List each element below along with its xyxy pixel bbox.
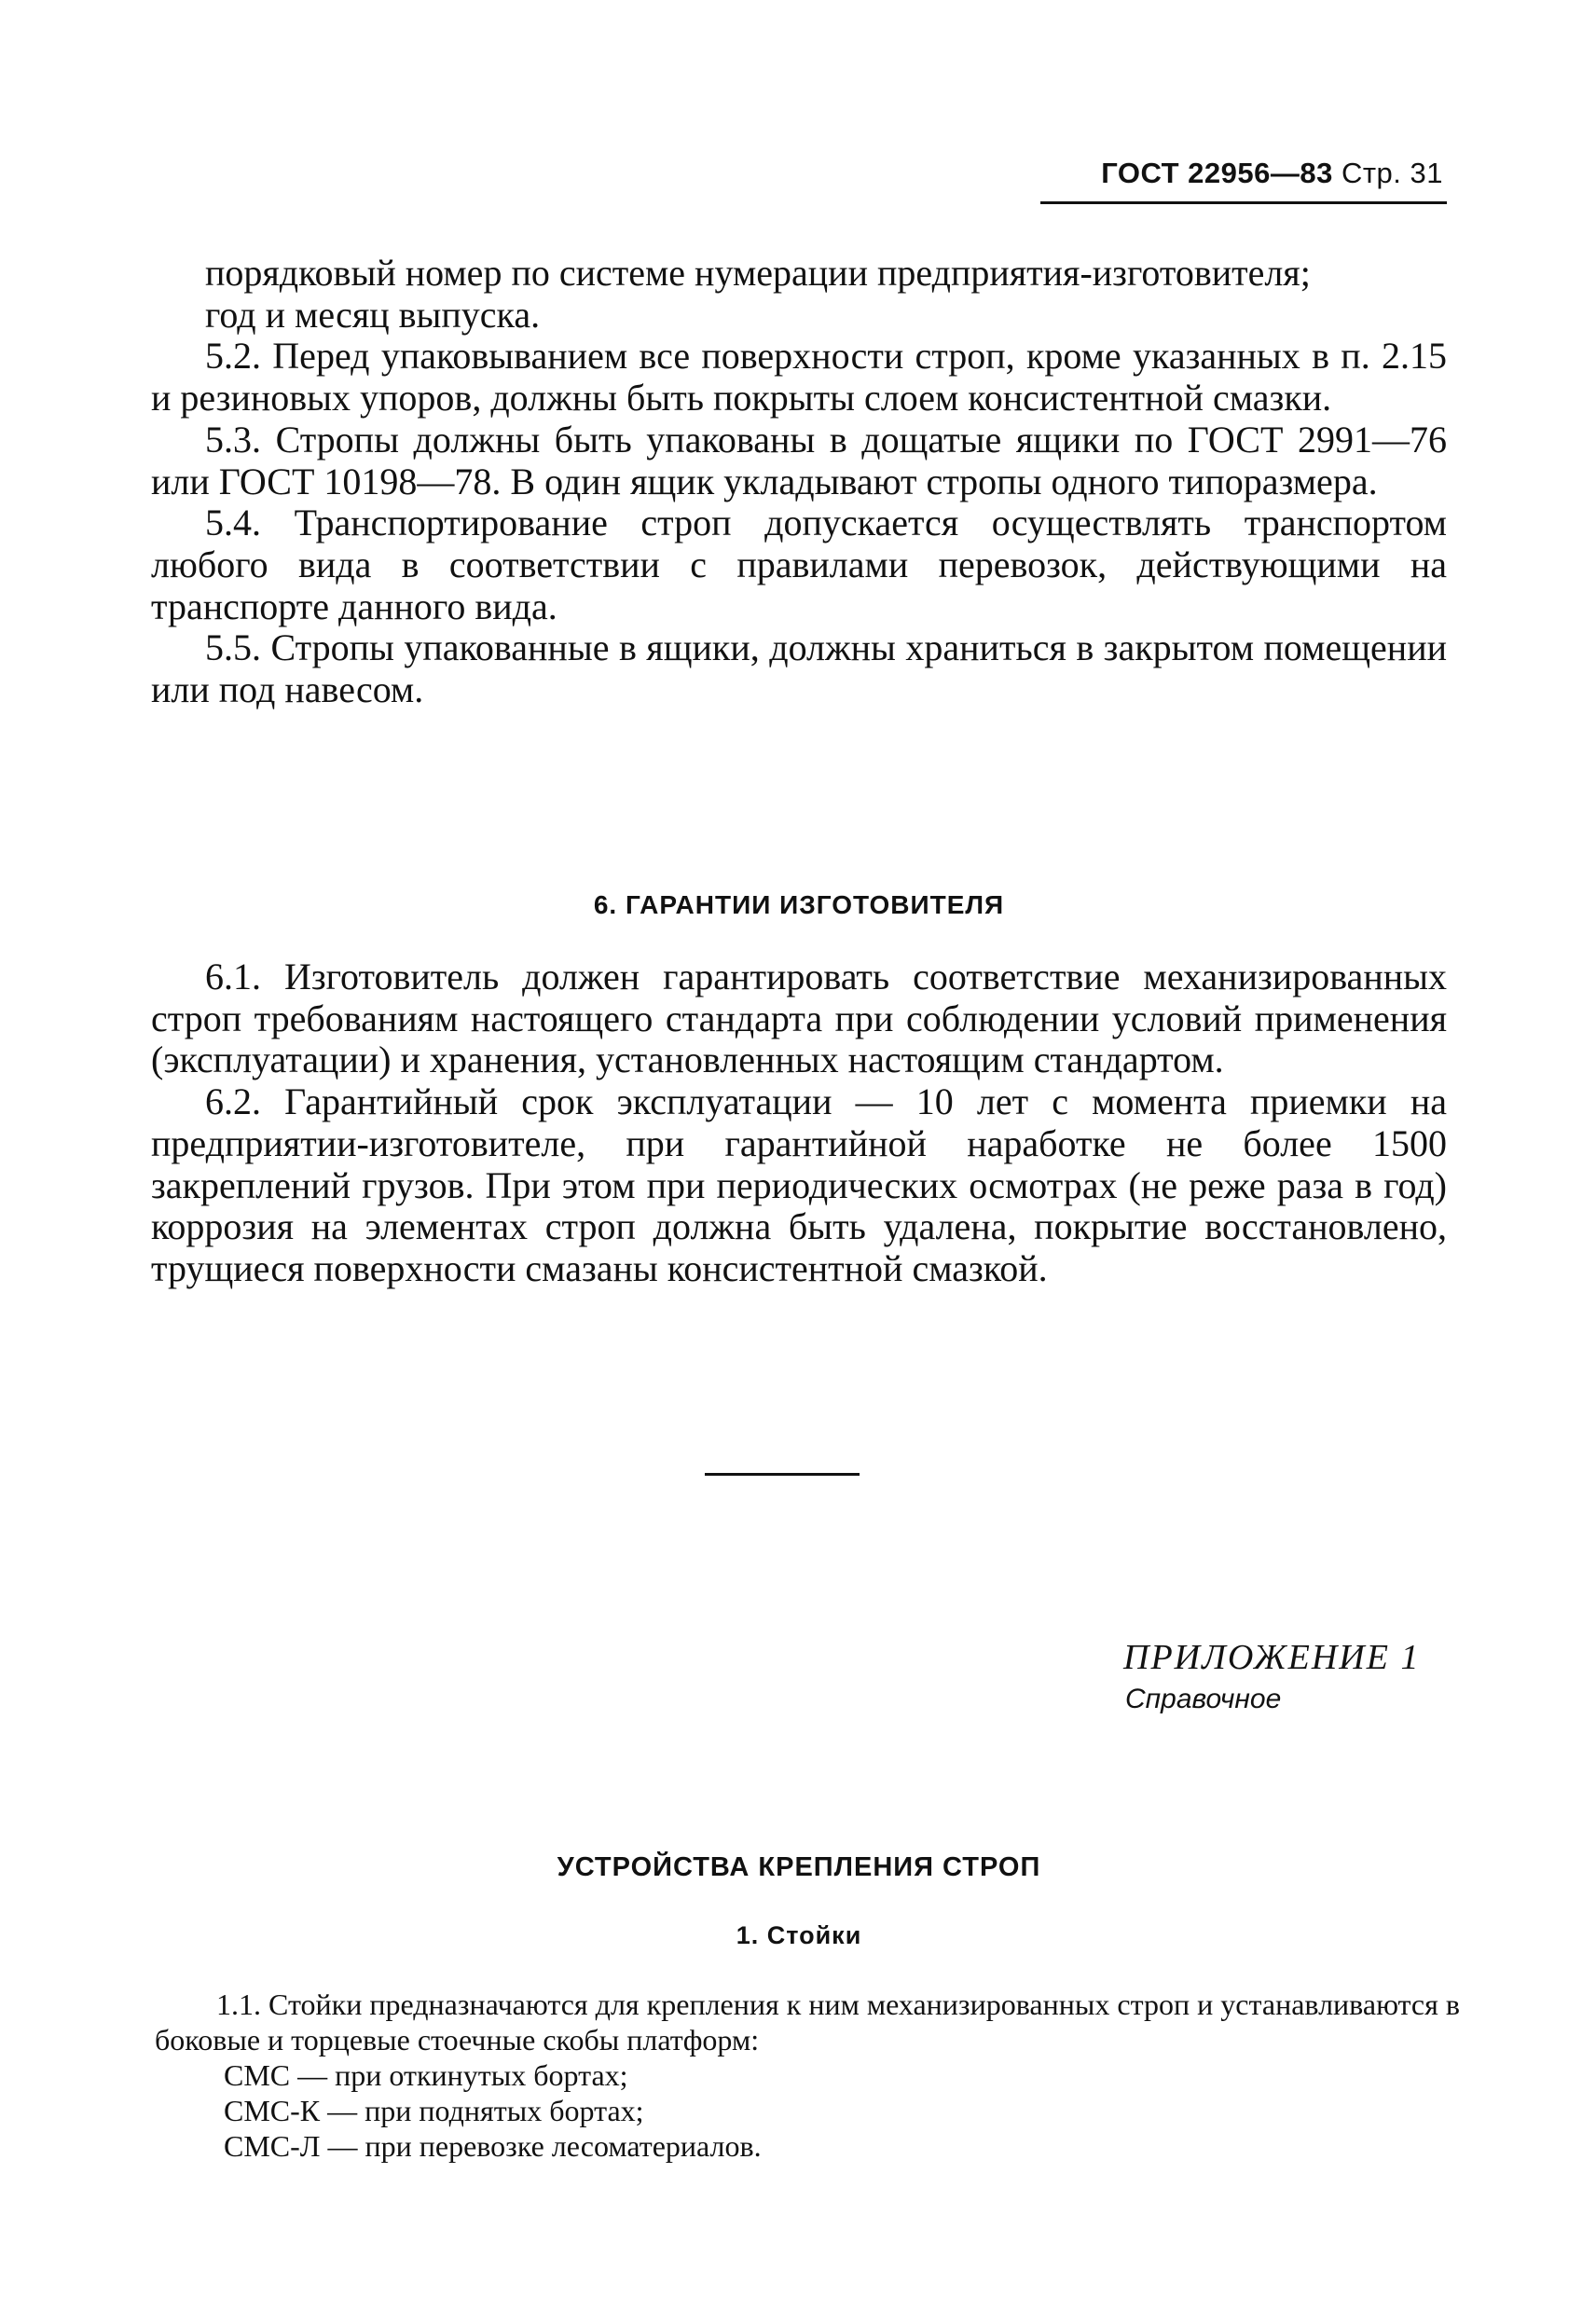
- paragraph-5-5: 5.5. Стропы упакованные в ящики, должны храниться в закрытом помещении или под навесом.: [151, 626, 1447, 711]
- paragraph-1-1: 1.1. Стойки предназначаются для крепления к ним механизированных строп и устанавливаются в боковые и торцевые стоечные скобы платформ:: [155, 1988, 1460, 2057]
- paragraph-6-2: 6.2. Гарантийный срок эксплуатации — 10 лет с момента приемки на предприятии-изготовителе, при гарантийной наработке не более 1500 закреплений грузов. При этом при периодических осмотрах (не реже раза в год) коррозия на элементах строп должна быть удалена, покрытие восстановлено, трущиеся поверхности смазаны консистентной смазкой.: [151, 1080, 1447, 1289]
- paragraph-5-2: 5.2. Перед упаковыванием все поверхности строп, кроме указанных в п. 2.15 и резиновых упоров, должны быть покрыты слоем консистентной смазки.: [151, 335, 1447, 420]
- section6-title: 6. ГАРАНТИИ ИЗГОТОВИТЕЛЯ: [593, 890, 1005, 919]
- page-number: Стр. 31: [1341, 157, 1443, 189]
- list-item: СМС-Л — при перевозке лесоматериалов.: [224, 2129, 762, 2163]
- appendix-label: ПРИЛОЖЕНИЕ 1: [1123, 1638, 1421, 1677]
- appendix-title: УСТРОЙСТВА КРЕПЛЕНИЯ СТРОП: [557, 1852, 1041, 1882]
- list-item: СМС — при откинутых бортах;: [224, 2058, 628, 2092]
- appendix-body: [155, 1987, 1460, 2164]
- paragraph-5-4: 5.4. Транспортирование строп допускается осуществлять транспортом любого вида в соответствии с правилами перевозок, действующими на транспорте данного вида.: [151, 502, 1447, 627]
- paragraph-5-3: 5.3. Стропы должны быть упакованы в дощатые ящики по ГОСТ 2991—76 или ГОСТ 10198—78. В один ящик укладывают стропы одного типоразмера.: [151, 418, 1447, 502]
- list-item: СМС-К — при поднятых бортах;: [224, 2094, 644, 2127]
- paragraph-6-1: 6.1. Изготовитель должен гарантировать соответствие механизированных строп требованиям настоящего стандарта при соблюдении условий применения (эксплуатации) и хранения, установленных настоящим стандартом.: [151, 956, 1447, 1081]
- standard-number: ГОСТ 22956—83: [1101, 157, 1333, 189]
- header-rule: [1040, 201, 1447, 204]
- paragraph: порядковый номер по системе нумерации предприятия-изготовителя;: [205, 252, 1311, 294]
- section6-body: [151, 956, 1447, 1290]
- appendix-section-title: 1. Стойки: [736, 1921, 862, 1949]
- page-header: [1033, 157, 1443, 190]
- section5-continuation: [151, 253, 1447, 711]
- paragraph: год и месяц выпуска.: [205, 293, 541, 336]
- separator-rule: [705, 1473, 860, 1476]
- appendix-sublabel: Справочное: [1125, 1684, 1282, 1714]
